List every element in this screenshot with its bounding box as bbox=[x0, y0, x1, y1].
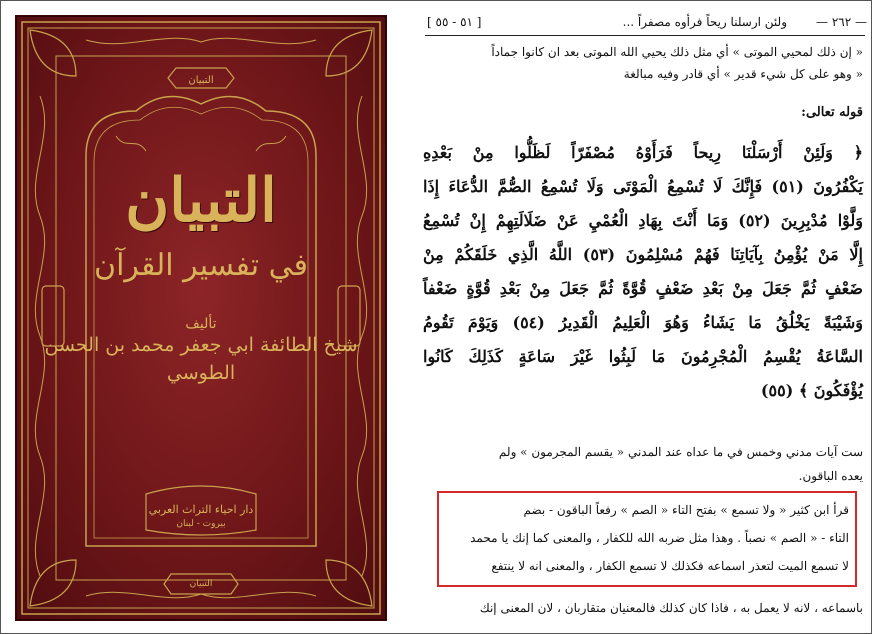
quran-line: السَّاعَةُ يُقْسِمُ الْمُجْرِمُونَ مَا لَبِثُوا غَيْرَ سَاعَةٍ كَذَلِكَ كَانُوا bbox=[423, 347, 863, 366]
quran-line: وَشَيْبَةً يَخْلُقُ مَا يَشَاءُ وَهُوَ الْعَلِيمُ الْقَدِيرُ (٥٤) وَيَوْمَ تَقُومُ bbox=[423, 313, 863, 332]
cover-top-cartouche-text: التبيان bbox=[188, 75, 214, 86]
note-line: ست آيات مدني وخمس في ما عداه عند المدني « يقسم المجرمون » ولم bbox=[498, 445, 863, 459]
highlight-box bbox=[437, 491, 857, 587]
intro-line: « إن ذلك لمحيي الموتى » أي مثل ذلك يحيي الله الموتى بعد ان كانوا جماداً bbox=[491, 45, 863, 59]
bottom-line: باسماعه ، لانه لا يعمل به ، فاذا كان كذلك فالمعنيان متقاربان ، لان المعنى إنك bbox=[479, 601, 863, 615]
section-label: قوله تعالى: bbox=[801, 105, 863, 120]
page-number: — ٢٦٢ — bbox=[816, 15, 867, 29]
cover-title: التبيان bbox=[125, 166, 277, 236]
highlighted-line: لا تسمع الميت لتعذر اسماعه فكذلك لا تسمع الكفار ، والمعنى انه لا ينتفع bbox=[491, 559, 849, 573]
running-head: ولئن ارسلنا ريحاً فرأوه مصفراً ... bbox=[622, 15, 787, 29]
highlighted-line: قرأ ابن كثير « ولا تسمع » بفتح التاء « الصم » رفعاً الباقون - بضم bbox=[523, 503, 849, 517]
intro-line: « وهو على كل شيء قدير » أي قادر وفيه مبالغة bbox=[623, 67, 863, 81]
quran-line: وَلَّوْا مُدْبِرِينَ (٥٢) وَمَا أَنْتَ بِهَادِ الْعُمْيِ عَنْ ضَلَالَتِهِمْ إِنْ تُسْمِعُ bbox=[423, 211, 864, 230]
cover-author-prefix: تأليف bbox=[185, 316, 217, 332]
verse-range: [ ٥١ - ٥٥ ] bbox=[427, 15, 482, 29]
scanned-page bbox=[423, 11, 867, 631]
quran-line: ضَعْفٍ ثُمَّ جَعَلَ مِنْ بَعْدِ ضَعْفٍ قُوَّةً ثُمَّ جَعَلَ مِنْ بَعْدِ قُوَّةٍ ضَعْفاً bbox=[423, 279, 863, 298]
page-header bbox=[423, 11, 867, 33]
note-line: يعده الباقون. bbox=[798, 469, 863, 483]
book-cover bbox=[15, 15, 387, 621]
cover-author-line-1: شيخ الطائفة ابي جعفر محمد بن الحسن bbox=[44, 334, 358, 356]
quran-line: إِلَّا مَنْ يُؤْمِنُ بِآيَاتِنَا فَهُمْ مُسْلِمُونَ (٥٣) اللَّهُ الَّذِي خَلَقَكُمْ مِنْ bbox=[423, 245, 863, 264]
quran-line: يَكْفُرُونَ (٥١) فَإِنَّكَ لَا تُسْمِعُ الْمَوْتَى وَلَا تُسْمِعُ الصُّمَّ الدُّعَاءَ إِذَا bbox=[423, 177, 863, 196]
cover-publisher: دار احياء التراث العربي bbox=[148, 503, 254, 516]
quran-line: يُؤْفَكُونَ ﴾ (٥٥) bbox=[760, 381, 863, 400]
cover-bottom-cartouche-text: التبيان bbox=[189, 579, 213, 589]
quran-line: ﴿ وَلَئِنْ أَرْسَلْنَا رِيحاً فَرَأَوْهُ مُصْفَرّاً لَظَلُّوا مِنْ بَعْدِهِ bbox=[423, 143, 863, 162]
cover-publisher-place: بيروت - لبنان bbox=[176, 519, 226, 529]
cover-subtitle: في تفسير القرآن bbox=[94, 248, 308, 283]
highlighted-line: التاء - « الصم » نصباً . وهذا مثل ضربه الله للكفار ، والمعنى كما إنك يا محمد bbox=[470, 531, 849, 545]
cover-author-line-2: الطوسي bbox=[166, 362, 236, 384]
header-divider bbox=[425, 35, 865, 36]
